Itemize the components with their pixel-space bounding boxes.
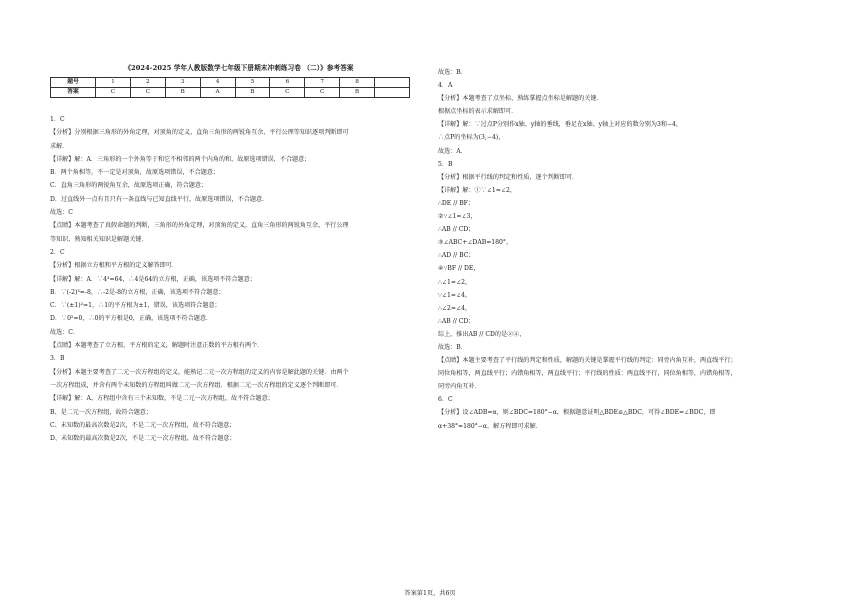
table-cell <box>375 78 410 88</box>
table-header-answer: 答案 <box>51 88 96 98</box>
table-cell: 2 <box>130 78 165 88</box>
table-cell <box>375 88 410 98</box>
text-line: C、未知数的最高次数是2次，不是二元一次方程组，故不符合题意； <box>50 421 236 429</box>
text-line: 【详解】解：A、方程组中含有三个未知数，不是二元一次方程组，故不符合题意； <box>50 395 274 403</box>
table-cell: 4 <box>200 78 235 88</box>
text-line: 5．B <box>438 160 453 168</box>
text-line: 【详解】解：A．∵4³=64，∴4是64的立方根，正确，该选项不符合题意； <box>50 275 256 283</box>
left-column <box>50 113 428 445</box>
table-cell: C <box>130 88 165 98</box>
text-line: 故选：C <box>50 209 73 217</box>
text-line: ∴AB // CD； <box>438 226 475 234</box>
text-line: 故选：C． <box>50 328 80 336</box>
table-cell: A <box>200 88 235 98</box>
text-line: ②∵∠1=∠3， <box>438 213 477 221</box>
text-line: 等知识，熟知相关知识是解题关键． <box>50 235 148 243</box>
text-line: 【分析】设∠ADB=α，则∠BDC=180°−α，根据题意证明△BDE≌△BDC，可得∠BDE=∠BDC，即 <box>438 409 716 417</box>
table-cell: 3 <box>165 78 200 88</box>
table-header-number: 题号 <box>51 78 96 88</box>
text-line: ∴∠2=∠4， <box>438 304 472 312</box>
text-line: C．∵(±1)²=1，∴1的平方根为±1，错误，该选项符合题意； <box>50 302 221 310</box>
text-line: C．直角三角形的两锐角互余，故原选项正确，符合题意； <box>50 182 208 190</box>
table-cell: 6 <box>270 78 305 88</box>
text-line: B．两个角相等，不一定是对顶角，故原选项错误，不合题意； <box>50 169 220 177</box>
text-line: 【分析】分别根据三角形的外角定理，对顶角的定义，直角三角形的两锐角互余，平行公理等知识逐项判断即可 <box>50 129 349 137</box>
text-line: B．∵(-2)³=-8，∴-2是-8的立方根，正确，该选项不符合题意； <box>50 288 225 296</box>
text-line: 综上，推出AB // CD的是②④， <box>438 330 526 338</box>
text-line: 同旁内角互补． <box>438 383 481 391</box>
text-line: 4．A <box>438 82 453 90</box>
text-line: B、是二元一次方程组，故符合题意； <box>50 408 152 416</box>
text-line: D、未知数的最高次数是2次，不是二元一次方程组，故不符合题意； <box>50 435 236 443</box>
table-cell: 1 <box>96 78 131 88</box>
text-line: D．∵0²=0，∴0的平方根是0，正确，该选项不符合题意． <box>50 315 213 323</box>
table-cell: B <box>235 88 270 98</box>
text-line: α+38°=180°−α，解方程即可求解． <box>438 422 542 430</box>
text-line: 故选：B． <box>438 343 467 351</box>
text-line: 【分析】根据平行线的判定和性质，逐个判断即可． <box>438 173 579 181</box>
table-cell: 7 <box>305 78 340 88</box>
text-line: 求解． <box>50 142 69 150</box>
text-line: 【详解】解：∵过点P分别作x轴、y轴的垂线，垂足在x轴、y轴上对应的数分别为3和−4， <box>438 121 682 129</box>
page-footer: 答案第1页，共6页 <box>404 590 456 597</box>
table-cell: 5 <box>235 78 270 88</box>
table-cell: C <box>270 88 305 98</box>
text-line: 【分析】本题考查了点坐标，熟练掌握点坐标是解题的关键． <box>438 95 603 103</box>
text-line: ④∵BF // DE， <box>438 265 480 273</box>
table-cell: B <box>340 88 375 98</box>
text-line: 【点睛】本题主要考查了平行线的判定和性质，解题的关键是掌握平行线的判定：同旁内角互补，两直线平行； <box>438 357 737 365</box>
text-line: 【点睛】本题考查了真假命题的判断，三角形的外角定理，对顶角的定义，直角三角形的两锐角互余，平行公理 <box>50 222 349 230</box>
text-line: 【点睛】本题考查了立方根，平方根的定义，解题时注意正数的平方根有两个． <box>50 342 264 350</box>
text-line: 故选：B． <box>438 69 467 76</box>
answer-table-row-numbers <box>51 78 410 88</box>
answer-table-row-answers <box>51 88 410 98</box>
text-line: ∴AB // CD； <box>438 317 475 325</box>
right-column <box>438 66 822 433</box>
text-line: 【分析】本题主要考查了二元一次方程组的定义，能熟记二元一次方程组的定义的内容是解此题的关键．由两个 <box>50 368 349 376</box>
text-line: 一次方程组成，并含有两个未知数的方程组叫做二元一次方程组．根据二元一次方程组的定义逐个判断即可． <box>50 381 343 389</box>
answer-table <box>50 77 410 98</box>
text-line: 根据点坐标的表示求解即可． <box>438 108 518 116</box>
text-line: 6．C <box>438 396 453 404</box>
text-line: 【详解】解：A．三角形的一个外角等于和它不相邻的两个内角的和，故原选项错误，不合题意； <box>50 155 311 163</box>
table-cell: 8 <box>340 78 375 88</box>
text-line: 2．C <box>50 248 65 256</box>
text-line: ③∠ABC+∠DAB=180°， <box>438 239 513 247</box>
text-line: 故选：A． <box>438 147 467 155</box>
text-line: 同位角相等，两直线平行；内错角相等，两直线平行；平行线的性质：两直线平行，同位角相等，内错角相等， <box>438 370 737 378</box>
text-line: ∴AD // BC； <box>438 252 475 260</box>
text-line: D．过直线外一点有且只有一条直线与已知直线平行，故原选项错误，不合题意． <box>50 195 269 203</box>
page-title: 《2024-2025 学年人教版数学七年级下册期末冲刺练习卷 （二）》参考答案 <box>124 64 354 72</box>
text-line: 【分析】根据立方根和平方根的定义解答即可． <box>50 262 178 270</box>
text-line: ∴DE // BF； <box>438 199 474 207</box>
table-cell: C <box>305 88 340 98</box>
text-line: ∴∠1=∠2， <box>438 278 472 286</box>
text-line: ∵∠1=∠4， <box>438 291 472 299</box>
text-line: 1．C <box>50 116 65 123</box>
text-line: ∴点P的坐标为(3,−4)， <box>438 134 505 142</box>
table-cell: B <box>165 88 200 98</box>
text-line: 3．B <box>50 355 65 363</box>
text-line: 【详解】解：①∵∠1=∠2， <box>438 186 516 194</box>
table-cell: C <box>96 88 131 98</box>
